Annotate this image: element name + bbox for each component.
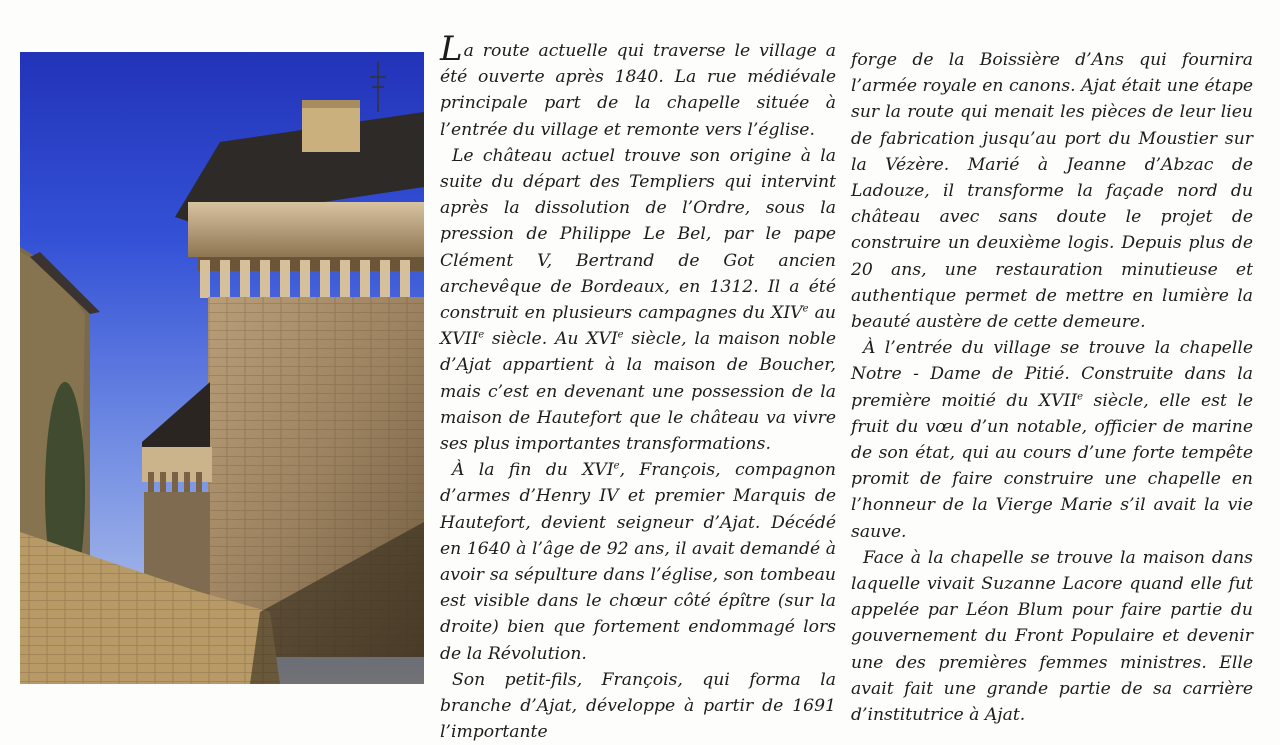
superscript: e — [617, 329, 624, 341]
paragraph-chapelle-text-a: À l’entrée du village se trouve la chapelle Notre - Dame de Pitié. Construite dans la première moitié du XVII — [851, 338, 1253, 411]
paragraph-forge: forge de la Boissière d’Ans qui fournira l’armée royale en canons. Ajat était une étape sur la route qui menait les pièces de leur lieu de fabrication jusqu’au port du Moustier sur la Vézère. Marié à Jeanne d’Abzac de Ladouze, il transforme la façade nord du château avec sans doute le projet de construire un deuxième logis. Depuis plus de 20 ans, une restauration minutieuse et authentique permet de mettre en lumière la beauté austère de cette demeure. — [851, 50, 1253, 333]
superscript: e — [478, 329, 485, 341]
paragraph-chateau — [440, 143, 836, 457]
drop-cap: L — [440, 29, 463, 69]
paragraph-francois — [440, 457, 836, 667]
paragraph-francois-text-a: À la fin du XVI — [452, 460, 614, 481]
paragraph-chapelle-text-b: siècle, elle est le fruit du vœu d’un notable, officier de marine de son état, qui au cours d’une forte tempête promit de faire construire une chapelle en l’honneur de la Vierge Marie s’il avait la vie sauve. — [851, 390, 1253, 542]
superscript: e — [613, 460, 620, 472]
paragraph-chateau-text-c: siècle. Au XVI — [484, 329, 618, 350]
text-column-2 — [851, 47, 1253, 728]
paragraph-petit-fils: Son petit-fils, François, qui forma la branche d’Ajat, développe à partir de 1691 l’importante — [440, 669, 836, 743]
superscript: e — [1077, 390, 1084, 402]
paragraph-chateau-text-d: siècle, la maison noble d’Ajat appartient à la maison de Boucher, mais c’est en devenant une possession de la maison de Hautefort que le château va vivre ses plus importantes transformations. — [440, 329, 836, 455]
paragraph-route — [440, 29, 836, 143]
paragraph-chateau-text-a: Le château actuel trouve son origine à la suite du départ des Templiers qui intervint après la dissolution de l’Ordre, sous la pression de Philippe Le Bel, par le pape Clément V, Bertrand de Got ancien archevêque de Bordeaux, en 1312. Il a été construit en plusieurs campagnes du XIV — [440, 145, 836, 324]
paragraph-route-text: a route actuelle qui traverse le village a été ouverte après 1840. La rue médiévale principale part de la chapelle située à l’entrée du village et remonte vers l’église. — [440, 41, 836, 140]
chateau-illustration — [20, 52, 424, 684]
superscript: e — [802, 303, 809, 315]
paragraph-chateau-text-b: au XVII — [440, 303, 836, 350]
text-column-1 — [440, 29, 836, 745]
paragraph-lacore: Face à la chapelle se trouve la maison dans laquelle vivait Suzanne Lacore quand elle fut appelée par Léon Blum pour faire partie du gouvernement du Front Populaire et devenir une des premières femmes ministres. Elle avait fait une grande partie de sa carrière d’institutrice à Ajat. — [851, 547, 1253, 726]
chateau-photo — [20, 52, 424, 684]
paragraph-chapelle — [851, 335, 1253, 545]
paragraph-francois-text-b: , François, compagnon d’armes d’Henry IV et premier Marquis de Hautefort, devient seigneur d’Ajat. Décédé en 1640 à l’âge de 92 ans, il avait demandé à avoir sa sépulture dans l’église, son tombeau est visible dans le chœur côté épître (sur la droite) bien que fortement endommagé lors de la Révolution. — [440, 460, 836, 664]
